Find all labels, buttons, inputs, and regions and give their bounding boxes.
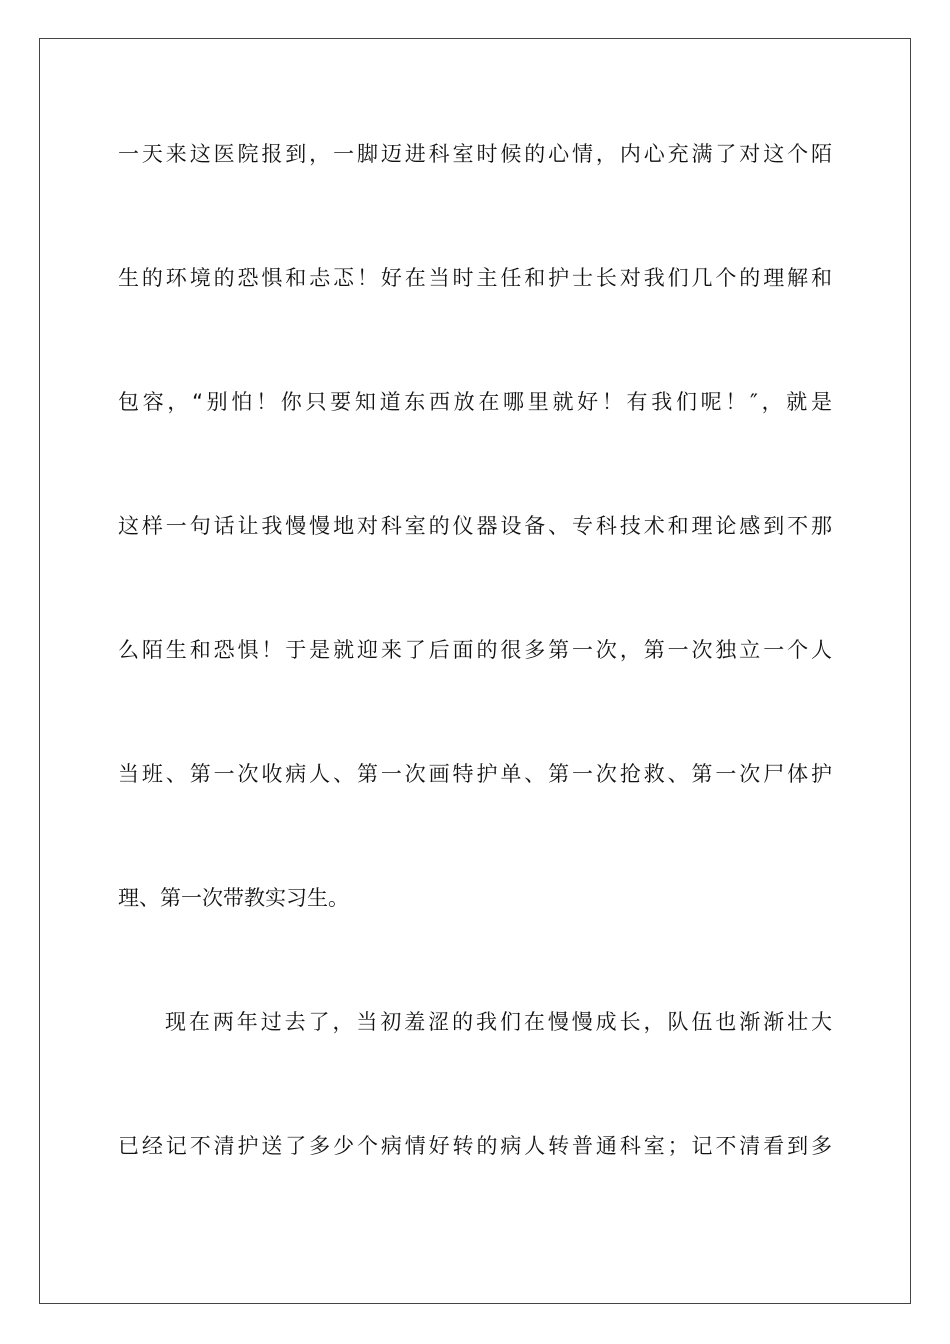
paragraph-line-3: 包容，“别怕！你只要知道东西放在哪里就好！有我们呢！″，就是 <box>118 390 832 414</box>
paragraph-line-9: 已经记不清护送了多少个病情好转的病人转普通科室；记不清看到多 <box>118 1134 832 1158</box>
paragraph-line-5: 么陌生和恐惧！于是就迎来了后面的很多第一次，第一次独立一个人 <box>118 638 832 662</box>
page-border <box>39 38 911 1304</box>
paragraph-line-8: 现在两年过去了，当初羞涩的我们在慢慢成长，队伍也渐渐壮大 <box>165 1010 832 1034</box>
paragraph-line-1: 一天来这医院报到，一脚迈进科室时候的心情，内心充满了对这个陌 <box>118 142 832 166</box>
paragraph-line-2: 生的环境的恐惧和忐忑！好在当时主任和护士长对我们几个的理解和 <box>118 266 832 290</box>
paragraph-line-7: 理、第一次带教实习生。 <box>118 886 349 910</box>
paragraph-line-6: 当班、第一次收病人、第一次画特护单、第一次抢救、第一次尸体护 <box>118 762 832 786</box>
paragraph-line-4: 这样一句话让我慢慢地对科室的仪器设备、专科技术和理论感到不那 <box>118 514 832 538</box>
